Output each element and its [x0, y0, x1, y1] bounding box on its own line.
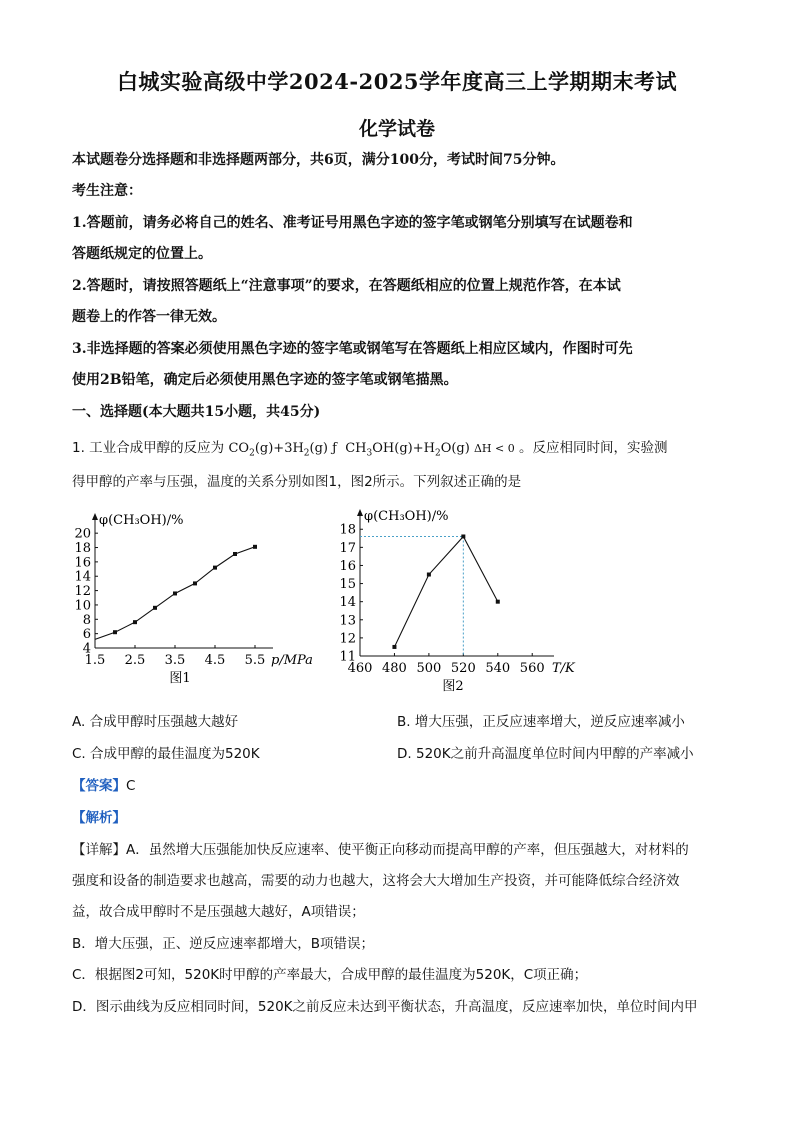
- exam-title: 白城实验高级中学2024-2025学年度高三上学期期末考试: [116, 69, 678, 94]
- y-tick-label: 6: [82, 627, 91, 643]
- notice-heading: 考生注意：: [72, 183, 142, 199]
- option-c: C. 合成甲醇的最佳温度为520K: [72, 746, 260, 762]
- data-point: [213, 566, 217, 570]
- section-heading: 一、选择题(本大题共15小题，共45分): [72, 404, 321, 420]
- y-tick-label: 14: [339, 595, 356, 611]
- data-point: [173, 591, 177, 595]
- x-tick-label: 540: [485, 661, 511, 676]
- analysis-line-1: 【详解】A．虽然增大压强能加快反应速率、使平衡正向移动而提高甲醇的产率，但压强越大，对材料的: [72, 842, 689, 858]
- series-line: [394, 536, 497, 646]
- figure-2-chart: [326, 500, 576, 702]
- y-tick-label: 20: [74, 526, 91, 542]
- analysis-line-5: C．根据图2可知，520K时甲醇的产率最大，合成甲醇的最佳温度为520K，C项正确；: [72, 967, 588, 983]
- y-tick-label: 16: [74, 555, 91, 571]
- x-tick-label: 500: [416, 661, 442, 676]
- data-point: [392, 645, 396, 649]
- y-axis-arrow: [92, 513, 98, 520]
- intro-line: 本试题卷分选择题和非选择题两部分，共6页，满分100分，考试时间75分钟。: [72, 152, 565, 168]
- exam-subtitle: 化学试卷: [358, 118, 435, 140]
- data-point: [461, 534, 465, 538]
- notice-item-2a: 2.答题时，请按照答题纸上“注意事项”的要求，在答题纸相应的位置上规范作答，在本试: [72, 278, 621, 294]
- y-tick-label: 15: [339, 577, 356, 593]
- figure-1-chart: [74, 500, 320, 702]
- analysis-line-6: D．图示曲线为反应相同时间，520K之前反应未达到平衡状态，升高温度，反应速率加快，单位时间内甲: [72, 999, 698, 1015]
- figure-caption: 图1: [169, 671, 191, 686]
- reversible-arrow: ƒ: [332, 441, 337, 456]
- x-tick-label: 520: [450, 661, 476, 676]
- stem-prefix: 1. 工业合成甲醇的反应为: [72, 440, 225, 456]
- answer-row: [72, 776, 732, 796]
- y-tick-label: 18: [74, 541, 91, 557]
- answer-label: 【答案】: [72, 778, 126, 794]
- option-a: A. 合成甲醇时压强越大越好: [72, 714, 239, 730]
- detail-label: 【详解】: [72, 842, 126, 858]
- analysis-label: 【解析】: [72, 810, 126, 826]
- x-tick-label: 1.5: [84, 653, 106, 668]
- x-tick-label: 4.5: [204, 653, 226, 668]
- data-point: [427, 573, 431, 577]
- data-point: [193, 581, 197, 585]
- question-1-stem: [72, 438, 732, 464]
- question-1-stem-line2: 得甲醇的产率与压强，温度的关系分别如图1，图2所示。下列叙述正确的是: [72, 474, 522, 490]
- y-tick-label: 18: [339, 522, 356, 538]
- x-tick-label: 560: [519, 661, 545, 676]
- stem-suffix: 。反应相同时间，实验测: [519, 440, 668, 456]
- analysis-line-3: 益，故合成甲醇时不是压强越大越好，A项错误；: [72, 904, 365, 920]
- y-tick-label: 12: [74, 584, 91, 600]
- data-point: [113, 630, 117, 634]
- y-tick-label: 11: [339, 649, 356, 665]
- notice-item-2b: 题卷上的作答一律无效。: [72, 309, 226, 325]
- y-tick-label: 8: [82, 612, 91, 628]
- option-d: D. 520K之前升高温度单位时间内甲醇的产率减小: [397, 746, 694, 762]
- y-tick-label: 12: [339, 631, 356, 647]
- enthalpy-change: ΔH < 0: [473, 442, 515, 455]
- analysis-line-2: 强度和设备的制造要求也越高，需要的动力也越大，这将会大大增加生产投资，并可能降低综合经济效: [72, 873, 680, 889]
- x-tick-label: 2.5: [124, 653, 146, 668]
- y-tick-label: 16: [339, 558, 356, 574]
- analysis-label-row: [72, 808, 732, 828]
- analysis-line-4: B．增大压强，正、逆反应速率都增大，B项错误；: [72, 936, 375, 952]
- y-tick-label: 10: [74, 598, 91, 614]
- y-tick-label: 4: [82, 641, 91, 657]
- answer-value: C: [126, 778, 136, 794]
- y-tick-label: 13: [339, 613, 356, 629]
- x-tick-label: 480: [382, 661, 407, 676]
- x-tick-label: 3.5: [164, 653, 186, 668]
- y-tick-label: 17: [339, 540, 356, 556]
- x-axis-label: T/K: [552, 661, 575, 676]
- y-axis-arrow: [357, 509, 363, 516]
- figure-caption: 图2: [442, 679, 464, 694]
- data-point: [133, 620, 137, 624]
- notice-item-1a: 1.答题前，请务必将自己的姓名、准考证号用黑色字迹的签字笔或钢笔分别填写在试题卷和: [72, 215, 633, 231]
- y-axis-label: φ(CH₃OH)/%: [364, 509, 449, 524]
- data-point: [233, 552, 237, 556]
- data-point: [496, 600, 500, 604]
- notice-item-3b: 使用2B铅笔，确定后必须使用黑色字迹的签字笔或钢笔描黑。: [72, 372, 458, 388]
- notice-item-1b: 答题纸规定的位置上。: [72, 246, 212, 262]
- data-point: [153, 606, 157, 610]
- option-b: B. 增大压强，正反应速率增大，逆反应速率减小: [397, 714, 685, 730]
- x-tick-label: 5.5: [244, 653, 266, 668]
- data-point: [253, 545, 257, 549]
- notice-item-3a: 3.非选择题的答案必须使用黑色字迹的签字笔或钢笔写在答题纸上相应区域内，作图时可先: [72, 341, 633, 357]
- reaction-equation: $CO_2(g)+3H_2(g)$ ƒ $CH_3OH(g)+H_2O(g) \Delta H < 0$: [228, 441, 515, 459]
- x-tick-label: 460: [347, 661, 373, 676]
- y-tick-label: 14: [74, 569, 91, 585]
- y-axis-label: φ(CH₃OH)/%: [99, 513, 184, 528]
- x-axis-label: p/MPa: [271, 653, 313, 668]
